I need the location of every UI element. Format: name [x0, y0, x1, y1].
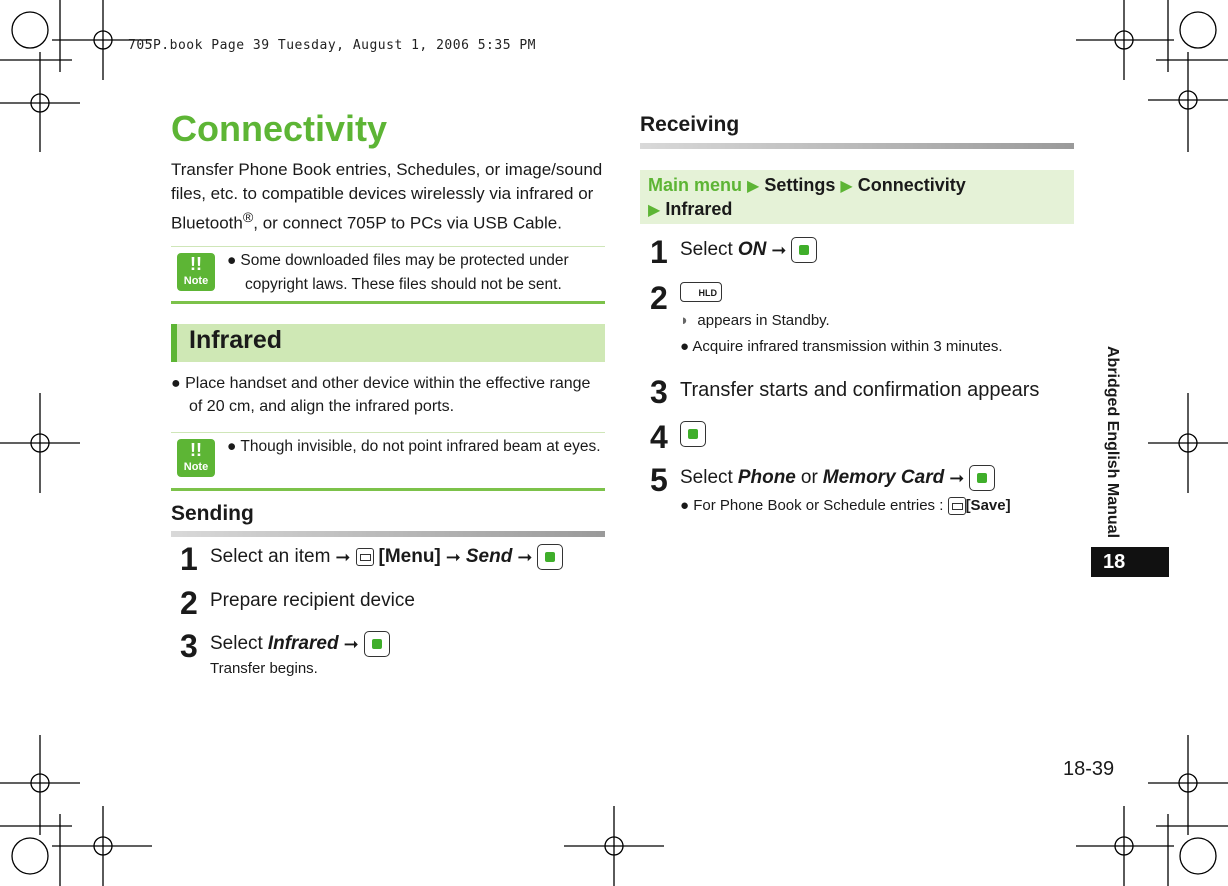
divider [171, 531, 605, 537]
note-label: Note [183, 275, 209, 287]
step-number: 2 [650, 280, 668, 316]
step-label: Select [680, 467, 733, 488]
on-option: ON [737, 239, 767, 260]
step-subtext: Transfer begins. [210, 660, 318, 677]
note-icon [177, 439, 215, 477]
step-body [210, 630, 390, 680]
step-number: 1 [180, 541, 198, 577]
registered-mark: ® [242, 210, 254, 226]
phone-option: Phone [737, 467, 796, 488]
step-text [210, 543, 563, 571]
center-key-icon [364, 631, 390, 657]
hold-key-label: HLD [698, 288, 717, 298]
sending-step-2 [180, 587, 415, 619]
page-number: 18-39 [1063, 758, 1115, 780]
bullet-dot: ● [171, 375, 181, 392]
step-body [680, 282, 1003, 358]
section-title: Infrared [189, 326, 283, 354]
menu-path-infrared: Infrared [665, 199, 733, 219]
intro-text: Transfer Phone Book entries, Schedules, or image/sound files, etc. to compatible devices wirelessly via infrared or Bluetooth [171, 160, 603, 233]
menu-path-connectivity: Connectivity [857, 175, 966, 195]
receiving-step-5 [650, 464, 1011, 517]
step-subtext: ◗ appears in Standby. [680, 312, 830, 329]
step-bullet: ● Acquire infrared transmission within 3 minutes. [680, 338, 1003, 355]
sending-step-1 [180, 543, 563, 575]
intro-paragraph [171, 158, 611, 236]
bullet-dot: ● [227, 252, 237, 269]
sending-step-3 [180, 630, 390, 680]
divider [640, 143, 1074, 149]
step-body [680, 464, 1011, 517]
menu-label: [Menu] [378, 546, 441, 567]
note-box [171, 246, 605, 304]
step-number: 5 [650, 462, 668, 498]
step-bullet: ● For Phone Book or Schedule entries : [Save] [680, 497, 1011, 514]
infrared-option: Infrared [267, 633, 339, 654]
softkey-icon [356, 548, 374, 566]
receiving-step-2 [650, 282, 1003, 358]
arrow-icon: ➞ [771, 240, 787, 260]
step-number: 3 [650, 374, 668, 410]
center-key-icon [969, 465, 995, 491]
center-key-icon [791, 237, 817, 263]
triangle-icon: ▶ [747, 178, 760, 195]
receiving-heading: Receiving [640, 113, 740, 136]
note-body: Some downloaded files may be protected under copyright laws. These files should not be sent. [240, 252, 569, 293]
note-label: Note [183, 461, 209, 473]
step-label: Select [210, 633, 263, 654]
center-key-icon [680, 421, 706, 447]
section-heading-infrared [171, 324, 605, 362]
step-text: Transfer starts and confirmation appears [680, 379, 1040, 401]
triangle-icon: ▶ [840, 178, 853, 195]
memory-card-option: Memory Card [822, 467, 945, 488]
softkey-icon [948, 497, 966, 515]
step-label: Select an item [210, 546, 331, 567]
step-number: 1 [650, 234, 668, 270]
arrow-icon: ➞ [343, 634, 359, 654]
infrared-bullet [171, 372, 605, 418]
note-icon [177, 253, 215, 291]
note-box-2 [171, 432, 605, 491]
note-bang: !! [190, 254, 202, 274]
page-title: Connectivity [171, 108, 388, 149]
hold-key-icon [680, 282, 722, 302]
menu-path-settings: Settings [764, 175, 836, 195]
intro-tail: , or connect 705P to PCs via USB Cable. [253, 213, 562, 233]
arrow-icon: ➞ [445, 547, 461, 567]
infrared-standby-icon: ◗ [680, 312, 690, 329]
menu-path-main: Main menu [648, 175, 743, 195]
print-header: 705P.book Page 39 Tuesday, August 1, 2006 5:35 PM [128, 38, 537, 53]
step-label: Select [680, 239, 733, 260]
arrow-icon: ➞ [949, 468, 965, 488]
step-number: 4 [650, 419, 668, 455]
or-text: or [800, 467, 818, 488]
bullet-dot: ● [227, 438, 237, 455]
triangle-icon: ▶ [648, 202, 661, 219]
receiving-step-1 [650, 236, 817, 268]
arrow-icon: ➞ [517, 547, 533, 567]
save-label: [Save] [965, 497, 1011, 514]
sending-heading: Sending [171, 502, 254, 525]
center-key-icon [537, 544, 563, 570]
chapter-tab: 18 [1091, 547, 1169, 577]
step-text: Prepare recipient device [210, 590, 415, 611]
send-option: Send [465, 546, 513, 567]
receiving-step-4 [650, 421, 706, 453]
menu-path [640, 170, 1074, 224]
bullet-text: Place handset and other device within the effective range of 20 cm, and align the infrared ports. [185, 375, 591, 415]
step-number: 2 [180, 585, 198, 621]
note-text [227, 247, 605, 303]
note-bang: !! [190, 440, 202, 460]
note-body: Though invisible, do not point infrared beam at eyes. [240, 438, 601, 455]
note-text [227, 433, 605, 465]
step-number: 3 [180, 628, 198, 664]
arrow-icon: ➞ [335, 547, 351, 567]
side-label: Abridged English Manual [1104, 346, 1121, 539]
receiving-step-3 [650, 376, 1039, 408]
